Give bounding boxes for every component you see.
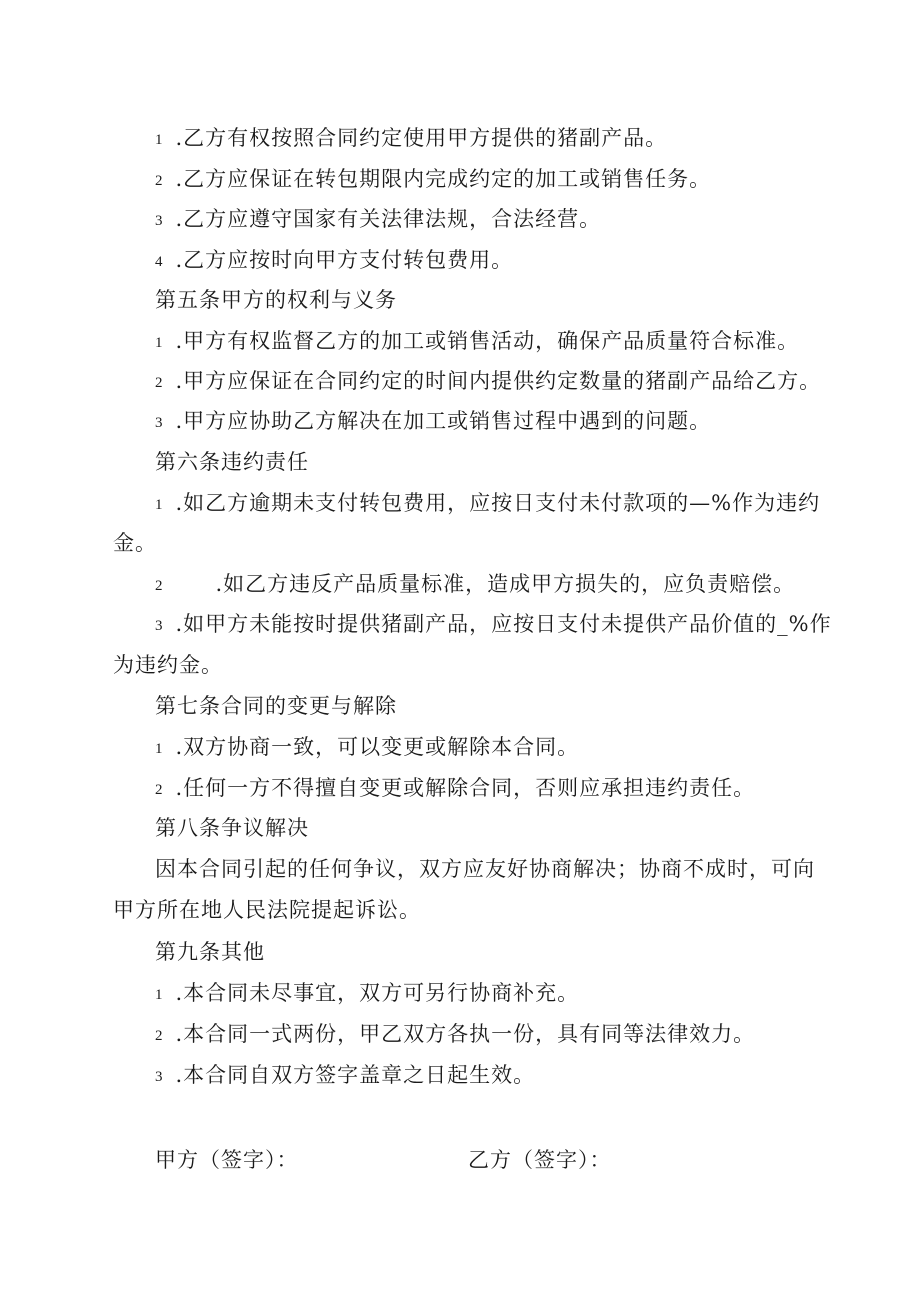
item-number: 2 <box>155 375 164 391</box>
item-text: .本合同自双方签字盖章之日起生效。 <box>175 1063 536 1087</box>
article-6-item-2 <box>155 572 795 598</box>
article-5-item-1 <box>155 329 799 355</box>
item-number: 3 <box>155 415 164 431</box>
item-number: 1 <box>155 497 164 513</box>
item-text: .如乙方逾期未支付转包费用，应按日支付未付款项的—%作为违约 <box>175 491 821 515</box>
item-text: .甲方应协助乙方解决在加工或销售过程中遇到的问题。 <box>175 409 712 433</box>
item-number: 1 <box>155 741 164 757</box>
item-number: 1 <box>155 335 164 351</box>
section-heading: 第八条争议解决 <box>155 816 309 840</box>
item-text: .乙方应按时向甲方支付转包费用。 <box>175 248 514 272</box>
article-4-item-3 <box>155 207 601 233</box>
item-number: 1 <box>155 987 164 1003</box>
article-9-item-2 <box>155 1022 755 1048</box>
section-heading: 第五条甲方的权利与义务 <box>155 288 397 312</box>
section-heading: 第六条违约责任 <box>155 450 309 474</box>
article-7-item-2 <box>155 776 755 802</box>
article-6-item-3-cont <box>113 653 223 677</box>
item-number: 4 <box>155 254 164 270</box>
item-number: 2 <box>155 1028 164 1044</box>
article-5-item-2 <box>155 369 821 395</box>
party-a-signature-label: 甲方（签字）： <box>155 1148 299 1172</box>
party-b-signature-label: 乙方（签字）： <box>468 1148 612 1172</box>
section-heading: 第九条其他 <box>155 940 265 964</box>
article-9-heading <box>155 940 265 964</box>
item-number: 2 <box>155 782 164 798</box>
item-text: .如甲方未能按时提供猪副产品，应按日支付未提供产品价值的_%作 <box>175 612 832 636</box>
item-number: 3 <box>155 1069 164 1085</box>
item-text: 甲方所在地人民法院提起诉讼。 <box>113 898 421 922</box>
item-text: .乙方应保证在转包期限内完成约定的加工或销售任务。 <box>175 167 712 191</box>
article-5-heading <box>155 288 397 312</box>
item-text: 为违约金。 <box>113 653 223 677</box>
item-text: .本合同一式两份，甲乙双方各执一份，具有同等法律效力。 <box>175 1022 756 1046</box>
article-9-item-3 <box>155 1063 535 1089</box>
item-text: .乙方应遵守国家有关法律法规，合法经营。 <box>175 207 602 231</box>
article-6-item-1 <box>155 491 820 517</box>
article-7-heading <box>155 694 397 718</box>
item-text: .任何一方不得擅自变更或解除合同，否则应承担违约责任。 <box>175 776 756 800</box>
article-8-body <box>155 857 815 881</box>
item-number: 3 <box>155 618 164 634</box>
article-6-item-1-cont <box>113 531 157 555</box>
article-8-body-cont <box>113 898 421 922</box>
item-text: .双方协商一致，可以变更或解除本合同。 <box>175 735 580 759</box>
section-heading: 第七条合同的变更与解除 <box>155 694 397 718</box>
article-7-item-1 <box>155 735 579 761</box>
item-text: .本合同未尽事宜，双方可另行协商补充。 <box>175 981 580 1005</box>
item-number: 1 <box>155 132 164 148</box>
item-text: 因本合同引起的任何争议，双方应友好协商解决；协商不成时，可向 <box>155 857 815 881</box>
item-number: 2 <box>155 578 164 594</box>
item-text: 金。 <box>113 531 157 555</box>
item-text: .甲方应保证在合同约定的时间内提供约定数量的猪副产品给乙方。 <box>175 369 822 393</box>
item-text: .如乙方违反产品质量标准，造成甲方损失的，应负责赔偿。 <box>215 572 796 596</box>
item-text: .乙方有权按照合同约定使用甲方提供的猪副产品。 <box>175 126 668 150</box>
article-9-item-1 <box>155 981 579 1007</box>
article-6-heading <box>155 450 309 474</box>
article-4-item-4 <box>155 248 513 274</box>
article-5-item-3 <box>155 409 711 435</box>
article-6-item-3 <box>155 612 832 638</box>
item-number: 3 <box>155 213 164 229</box>
article-4-item-1 <box>155 126 667 152</box>
item-number: 2 <box>155 173 164 189</box>
item-text: .甲方有权监督乙方的加工或销售活动，确保产品质量符合标准。 <box>175 329 800 353</box>
article-4-item-2 <box>155 167 711 193</box>
article-8-heading <box>155 816 309 840</box>
